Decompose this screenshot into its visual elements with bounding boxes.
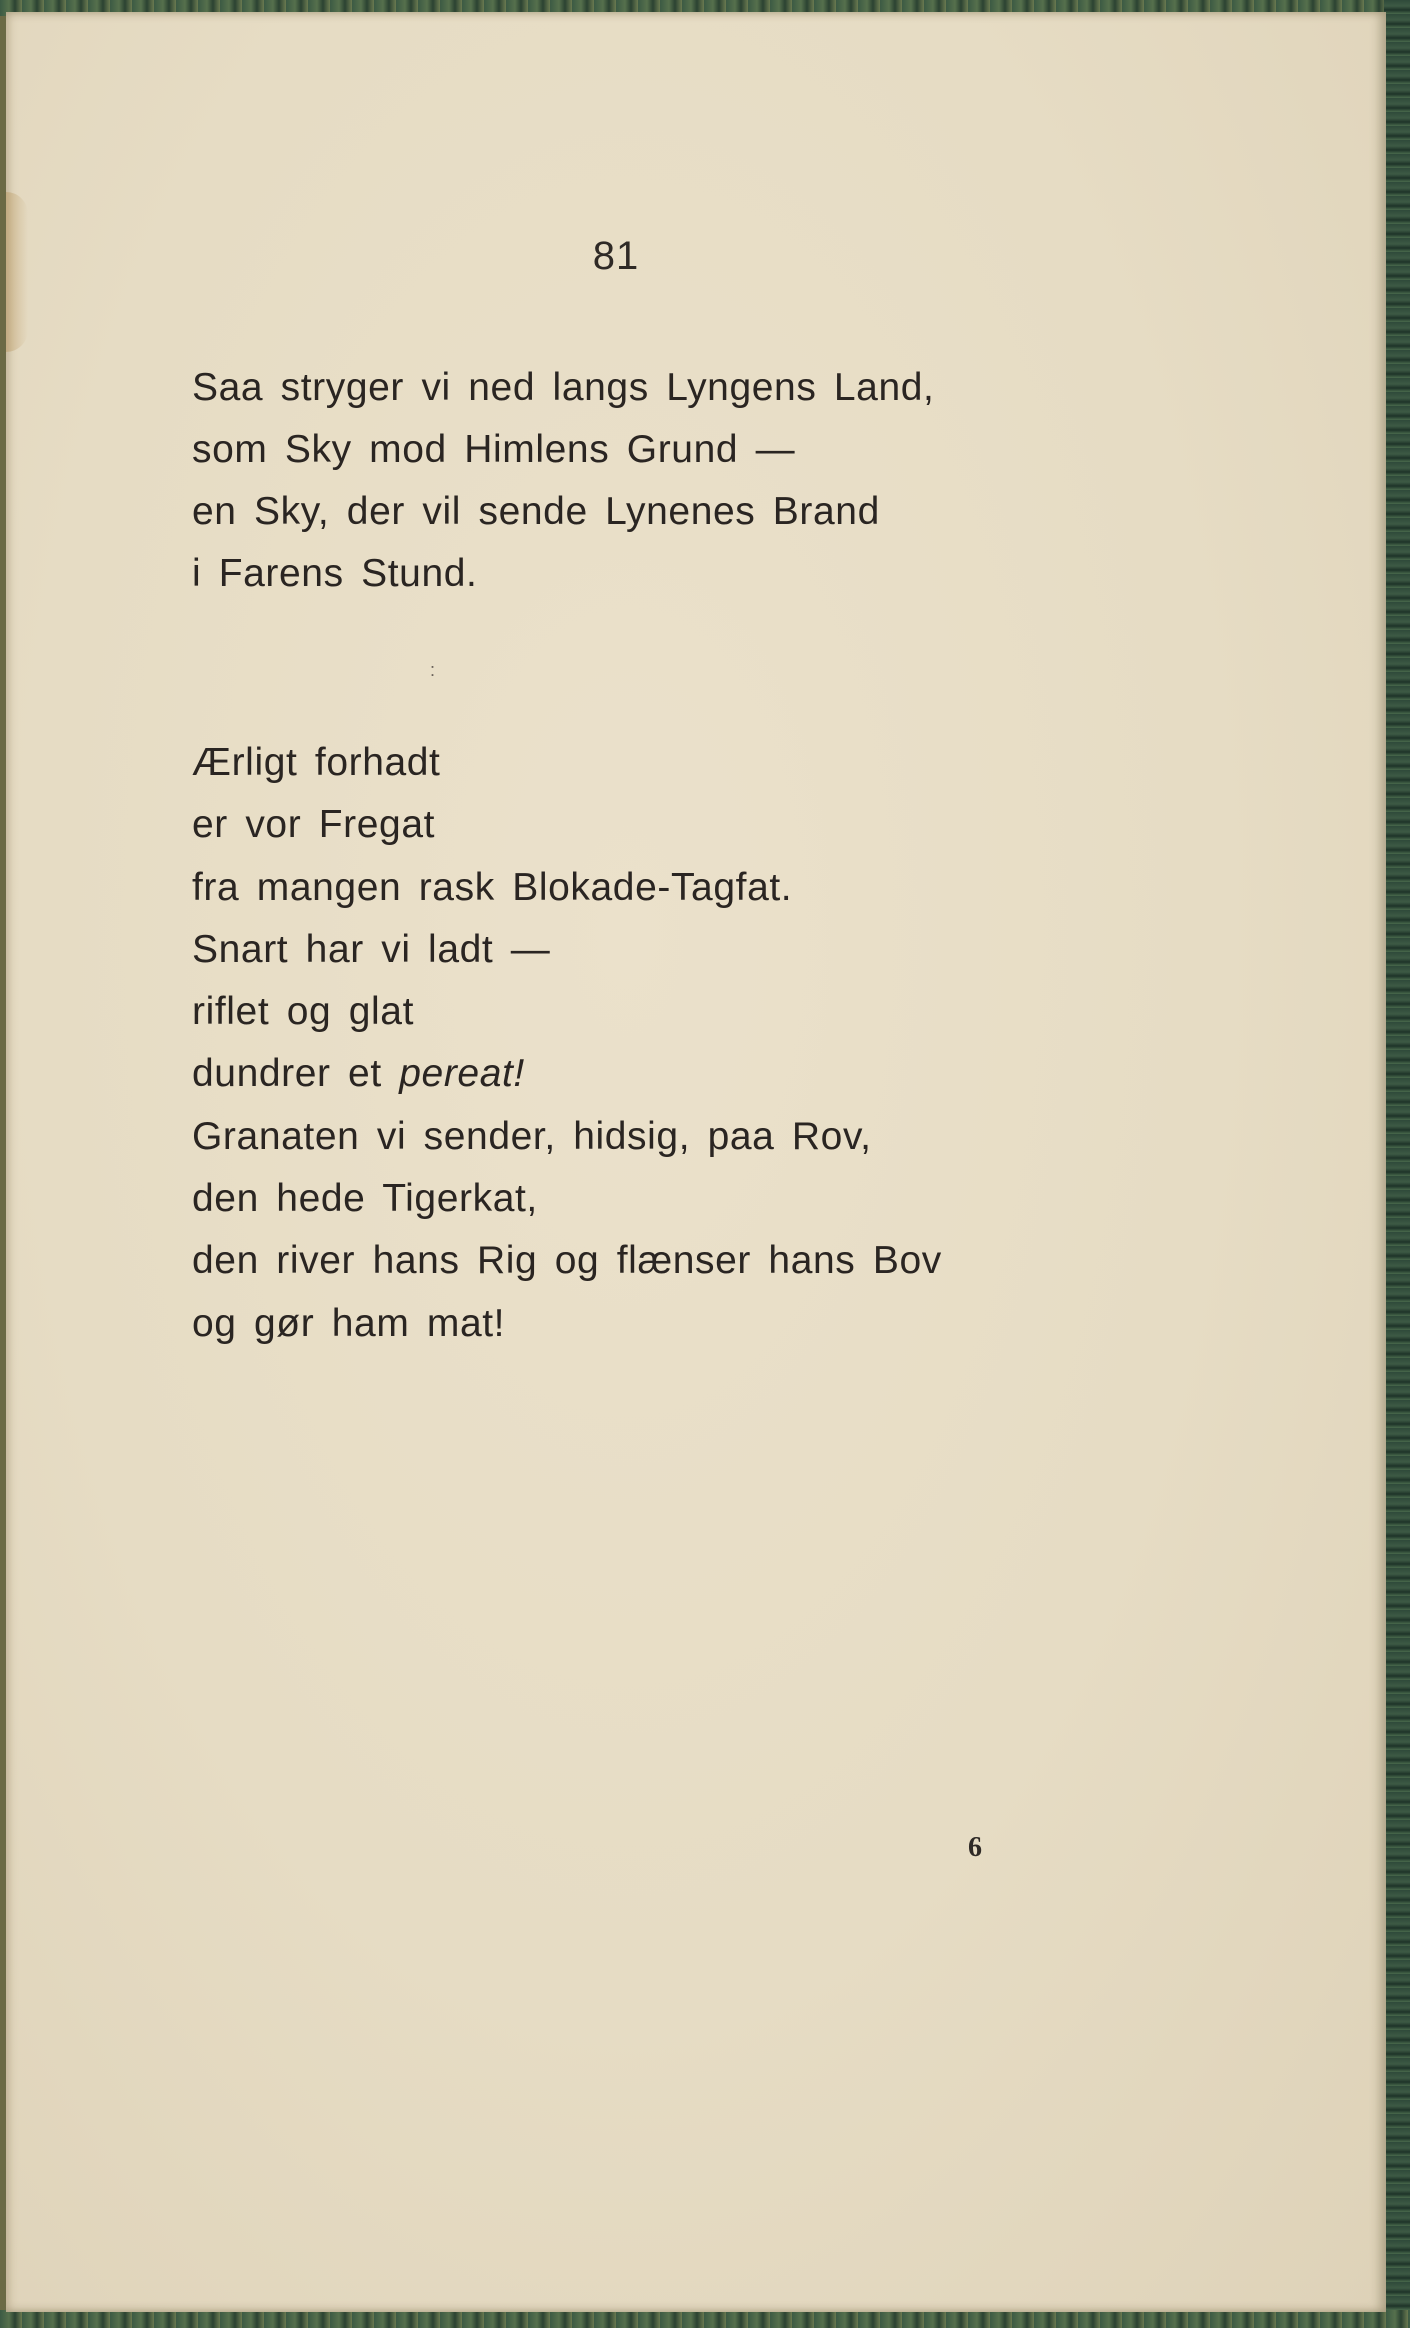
poem-line: som Sky mod Himlens Grund — (192, 428, 796, 471)
poem-line: riflet og glat (192, 990, 415, 1034)
poem-line-text: dundrer et (192, 1052, 400, 1096)
italic-word: pereat! (399, 1052, 525, 1096)
poem-line: Ærligt forhadt (192, 741, 441, 784)
signature-mark: 6 (968, 1832, 982, 1863)
book-cover-edge-bottom (0, 2310, 1410, 2328)
poem-line: i Farens Stund. (192, 552, 478, 595)
poem-line: Saa stryger vi ned langs Lyngens Land, (192, 366, 935, 409)
book-page (6, 12, 1386, 2312)
poem-line-with-italic (192, 1043, 942, 1105)
book-cover-edge-right (1384, 0, 1410, 2328)
page-number: 81 (592, 234, 640, 278)
poem-line: er vor Fregat (192, 803, 436, 847)
poem-line: den hede Tigerkat, (192, 1177, 538, 1221)
poem-line: Granaten vi sender, hidsig, paa Rov, (192, 1114, 872, 1158)
stanza-1 (192, 357, 934, 605)
stray-print-mark: : (430, 660, 436, 680)
poem-line: en Sky, der vil sende Lynenes Brand (192, 490, 880, 533)
poem-line: og gør ham mat! (192, 1301, 506, 1345)
page-stain (6, 192, 28, 352)
poem-line: Snart har vi ladt — (192, 927, 551, 971)
poem-line: fra mangen rask Blokade-Tagfat. (192, 865, 793, 909)
stanza-2 (192, 732, 942, 1355)
poem-line: den river hans Rig og flænser hans Bov (192, 1239, 942, 1283)
